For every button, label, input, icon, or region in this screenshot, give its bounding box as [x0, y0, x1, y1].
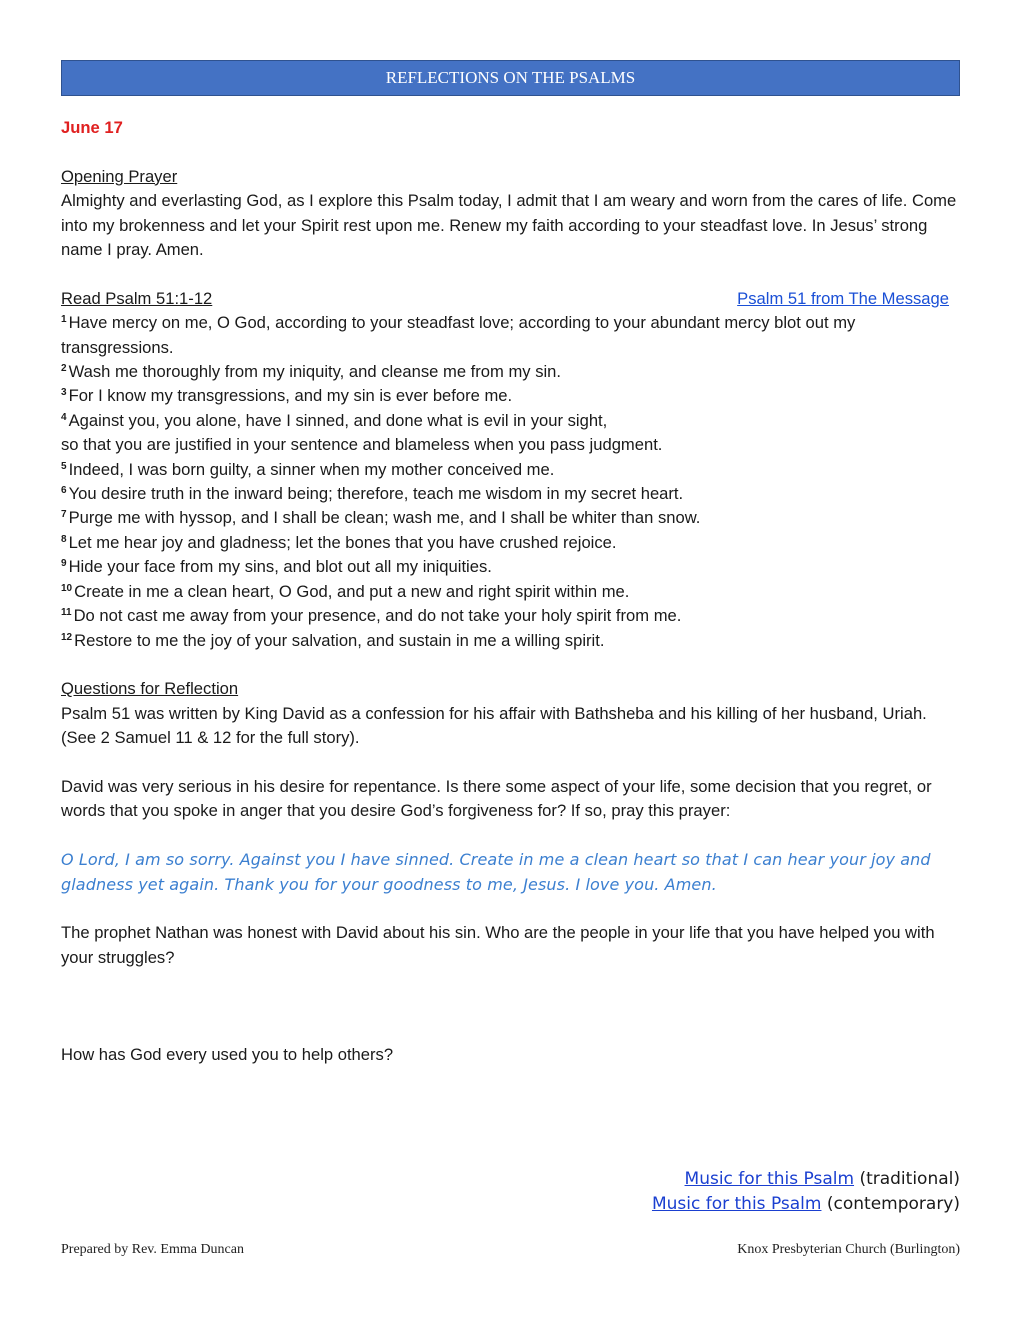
- reading-header: [61, 287, 961, 311]
- date-heading: June 17: [61, 118, 123, 137]
- question-helpers: The prophet Nathan was honest with David about his sin. Who are the people in your life that you have helped you with your struggles?: [61, 923, 935, 967]
- music-contemporary-note: (contemporary): [826, 1194, 960, 1214]
- question-repentance: David was very serious in his desire for repentance. Is there some aspect of your life, some decision that you regret, or words that you spoke in anger that you desire God’s forgiveness for? If so, pray this prayer:: [61, 776, 932, 821]
- spacer: [61, 995, 961, 1019]
- footer-church: Knox Presbyterian Church (Burlington): [737, 1242, 960, 1257]
- verse-line: [61, 433, 961, 457]
- verse-line: [61, 360, 961, 384]
- verse-text: Hide your face from my sins, and blot out all my iniquities.: [68, 557, 492, 577]
- verse-number: 4: [61, 411, 67, 423]
- verse-list: [61, 311, 961, 653]
- verse-number: 2: [61, 363, 67, 375]
- page-footer: [61, 1242, 960, 1258]
- verse-number: 11: [61, 607, 72, 619]
- verse-number: 7: [61, 509, 67, 521]
- verse-text: Restore to me the joy of your salvation, and sustain in me a willing spirit.: [74, 630, 605, 650]
- verse-line: [61, 482, 961, 506]
- verse-line: [61, 506, 961, 530]
- verse-text: You desire truth in the inward being; therefore, teach me wisdom in my secret heart.: [68, 484, 684, 504]
- confession-prayer: O Lord, I am so sorry. Against you I have sinned. Create in me a clean heart so that I can hear your joy and gladness yet again. Thank you for your goodness to me, Jesus. I love you. Amen.: [61, 850, 931, 894]
- verse-line: [61, 458, 961, 482]
- questions-heading: Questions for Reflection: [61, 679, 239, 699]
- verse-line: [61, 409, 961, 433]
- spacer: [61, 824, 961, 848]
- verse-line: [61, 384, 961, 408]
- footer-author: Prepared by Rev. Emma Duncan: [61, 1242, 244, 1257]
- music-contemporary: [652, 1192, 960, 1217]
- spacer: [61, 262, 961, 286]
- spacer: [61, 140, 961, 164]
- verse-number: 1: [61, 314, 67, 326]
- opening-prayer-heading: Opening Prayer: [61, 166, 178, 186]
- verse-text: Let me hear joy and gladness; let the bones that you have crushed rejoice.: [68, 532, 617, 552]
- question-serving: How has God every used you to help others?: [61, 1045, 394, 1065]
- music-contemporary-link[interactable]: Music for this Psalm: [651, 1194, 822, 1214]
- spacer: [61, 653, 961, 677]
- verse-line: [61, 629, 961, 653]
- verse-number: 8: [61, 533, 67, 545]
- music-traditional-note: (traditional): [859, 1169, 960, 1189]
- questions-intro: Psalm 51 was written by King David as a confession for his affair with Bathsheba and his killing of her husband, Uriah. (See 2 Samuel 11 & 12 for the full story).: [61, 703, 927, 748]
- spacer: [61, 970, 961, 994]
- verse-text: Create in me a clean heart, O God, and put a new and right spirit within me.: [74, 581, 630, 601]
- verse-line: [61, 555, 961, 579]
- opening-prayer-text: Almighty and everlasting God, as I explore this Psalm today, I admit that I am weary and worn from the cares of life. Come into my brokenness and let your Spirit rest upon me. Renew my faith according to your steadfast love. In Jesus’ strong name I pray. Amen.: [61, 191, 957, 260]
- verse-number: 5: [61, 460, 67, 472]
- verse-text: Wash me thoroughly from my iniquity, and cleanse me from my sin.: [68, 362, 562, 382]
- verse-number: 3: [61, 387, 67, 399]
- verse-line: [61, 580, 961, 604]
- verse-text: Indeed, I was born guilty, a sinner when my mother conceived me.: [68, 459, 555, 479]
- music-links: [652, 1167, 960, 1217]
- verse-number: 10: [61, 582, 73, 594]
- verse-text: Do not cast me away from your presence, and do not take your holy spirit from me.: [73, 606, 682, 626]
- verse-number: 12: [61, 631, 73, 643]
- verse-text: Purge me with hyssop, and I shall be clean; wash me, and I shall be whiter than snow.: [68, 508, 701, 528]
- verse-line: [61, 531, 961, 555]
- music-traditional-link[interactable]: Music for this Psalm: [684, 1169, 855, 1189]
- verse-number: 9: [61, 558, 67, 570]
- message-version-link[interactable]: Psalm 51 from The Message: [737, 288, 949, 308]
- spacer: [61, 751, 961, 775]
- page-banner: REFLECTIONS ON THE PSALMS: [61, 60, 960, 96]
- verse-text: For I know my transgressions, and my sin is ever before me.: [68, 386, 513, 406]
- spacer: [61, 1019, 961, 1043]
- music-traditional: [652, 1167, 960, 1192]
- verse-line: [61, 604, 961, 628]
- verse-number: 6: [61, 485, 67, 497]
- document-body: [61, 116, 961, 1068]
- verse-text: so that you are justified in your sentence and blameless when you pass judgment.: [61, 435, 663, 455]
- verse-line: [61, 311, 961, 360]
- reading-heading: Read Psalm 51:1-12: [61, 288, 213, 308]
- verse-text: Against you, you alone, have I sinned, and done what is evil in your sight,: [68, 410, 608, 430]
- verse-text: Have mercy on me, O God, according to your steadfast love; according to your abundant mercy blot out my transgressions.: [61, 313, 856, 357]
- spacer: [61, 897, 961, 921]
